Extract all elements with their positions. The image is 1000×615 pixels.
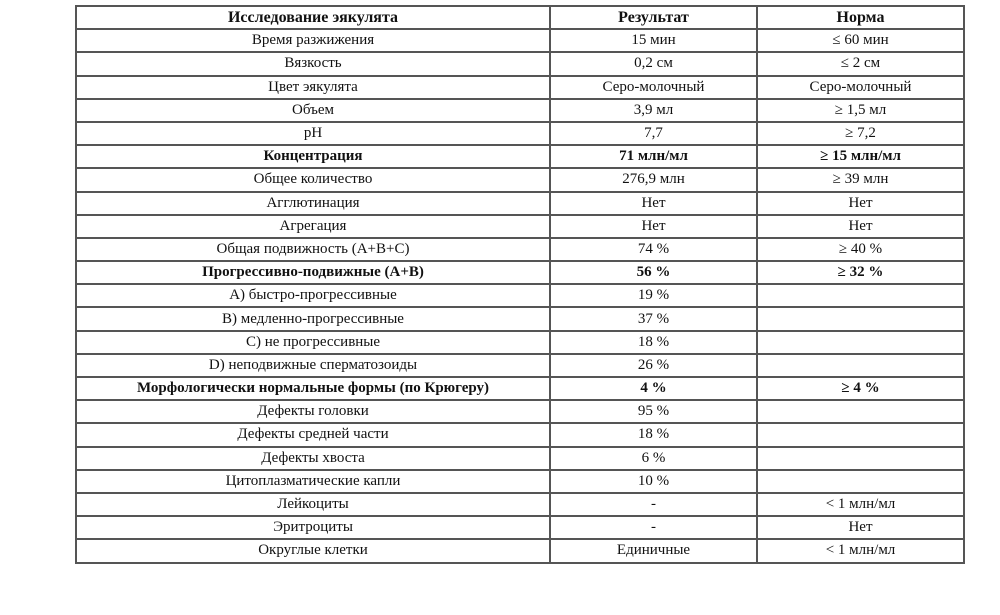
cell-norm: Серо-молочный [757,76,964,99]
cell-parameter: A) быстро-прогрессивные [76,284,550,307]
header-norm: Норма [757,6,964,29]
cell-norm: ≥ 32 % [757,261,964,284]
cell-result: - [550,493,757,516]
cell-norm [757,470,964,493]
cell-norm [757,447,964,470]
cell-norm: < 1 млн/мл [757,539,964,562]
cell-parameter: Общее количество [76,168,550,191]
table-row [76,261,964,284]
cell-norm: ≤ 2 см [757,52,964,75]
cell-norm: Нет [757,192,964,215]
table-row [76,29,964,52]
cell-result: 56 % [550,261,757,284]
cell-result: Нет [550,192,757,215]
cell-norm: ≥ 39 млн [757,168,964,191]
cell-result: 15 мин [550,29,757,52]
cell-result: 18 % [550,331,757,354]
table-header-row [76,6,964,29]
cell-norm [757,331,964,354]
cell-result: 3,9 мл [550,99,757,122]
table-row [76,307,964,330]
cell-norm: < 1 млн/мл [757,493,964,516]
cell-parameter: Объем [76,99,550,122]
cell-parameter: Прогрессивно-подвижные (A+B) [76,261,550,284]
cell-norm: ≥ 7,2 [757,122,964,145]
table-row [76,122,964,145]
table-row [76,539,964,562]
cell-result: 10 % [550,470,757,493]
table-row [76,284,964,307]
cell-result: 4 % [550,377,757,400]
cell-norm: Нет [757,215,964,238]
cell-norm: Нет [757,516,964,539]
header-result: Результат [550,6,757,29]
table-row [76,145,964,168]
cell-result: 18 % [550,423,757,446]
table-row [76,470,964,493]
cell-parameter: Цвет эякулята [76,76,550,99]
table-row [76,331,964,354]
table-row [76,423,964,446]
table-row [76,516,964,539]
cell-result: 37 % [550,307,757,330]
cell-result: Единичные [550,539,757,562]
cell-result: 6 % [550,447,757,470]
cell-parameter: Дефекты головки [76,400,550,423]
cell-parameter: B) медленно-прогрессивные [76,307,550,330]
cell-parameter: Округлые клетки [76,539,550,562]
cell-result: 71 млн/мл [550,145,757,168]
cell-parameter: Вязкость [76,52,550,75]
cell-parameter: Агрегация [76,215,550,238]
table-row [76,215,964,238]
cell-parameter: Дефекты хвоста [76,447,550,470]
cell-result: 26 % [550,354,757,377]
semen-analysis-table [75,5,965,564]
cell-norm [757,284,964,307]
header-parameter: Исследование эякулята [76,6,550,29]
cell-parameter: Общая подвижность (A+B+C) [76,238,550,261]
cell-parameter: pH [76,122,550,145]
cell-parameter: Эритроциты [76,516,550,539]
table-row [76,76,964,99]
cell-norm: ≥ 4 % [757,377,964,400]
table-row [76,377,964,400]
cell-norm [757,354,964,377]
cell-parameter: Дефекты средней части [76,423,550,446]
cell-norm [757,400,964,423]
cell-result: 7,7 [550,122,757,145]
cell-norm: ≥ 1,5 мл [757,99,964,122]
cell-result: 95 % [550,400,757,423]
cell-parameter: Цитоплазматические капли [76,470,550,493]
cell-parameter: Лейкоциты [76,493,550,516]
cell-parameter: Концентрация [76,145,550,168]
cell-result: 74 % [550,238,757,261]
cell-norm: ≥ 15 млн/мл [757,145,964,168]
table-row [76,354,964,377]
cell-parameter: Время разжижения [76,29,550,52]
cell-result: 276,9 млн [550,168,757,191]
table-row [76,447,964,470]
table-row [76,400,964,423]
cell-parameter: C) не прогрессивные [76,331,550,354]
cell-norm [757,307,964,330]
table-row [76,192,964,215]
cell-parameter: Морфологически нормальные формы (по Крюгеру) [76,377,550,400]
table-row [76,238,964,261]
table-row [76,52,964,75]
cell-result: Серо-молочный [550,76,757,99]
cell-result: 19 % [550,284,757,307]
cell-norm: ≤ 60 мин [757,29,964,52]
table-row [76,493,964,516]
cell-parameter: Агглютинация [76,192,550,215]
table-body [76,29,964,562]
table-row [76,168,964,191]
cell-norm [757,423,964,446]
cell-result: - [550,516,757,539]
cell-result: Нет [550,215,757,238]
cell-result: 0,2 см [550,52,757,75]
cell-norm: ≥ 40 % [757,238,964,261]
cell-parameter: D) неподвижные сперматозоиды [76,354,550,377]
table-row [76,99,964,122]
